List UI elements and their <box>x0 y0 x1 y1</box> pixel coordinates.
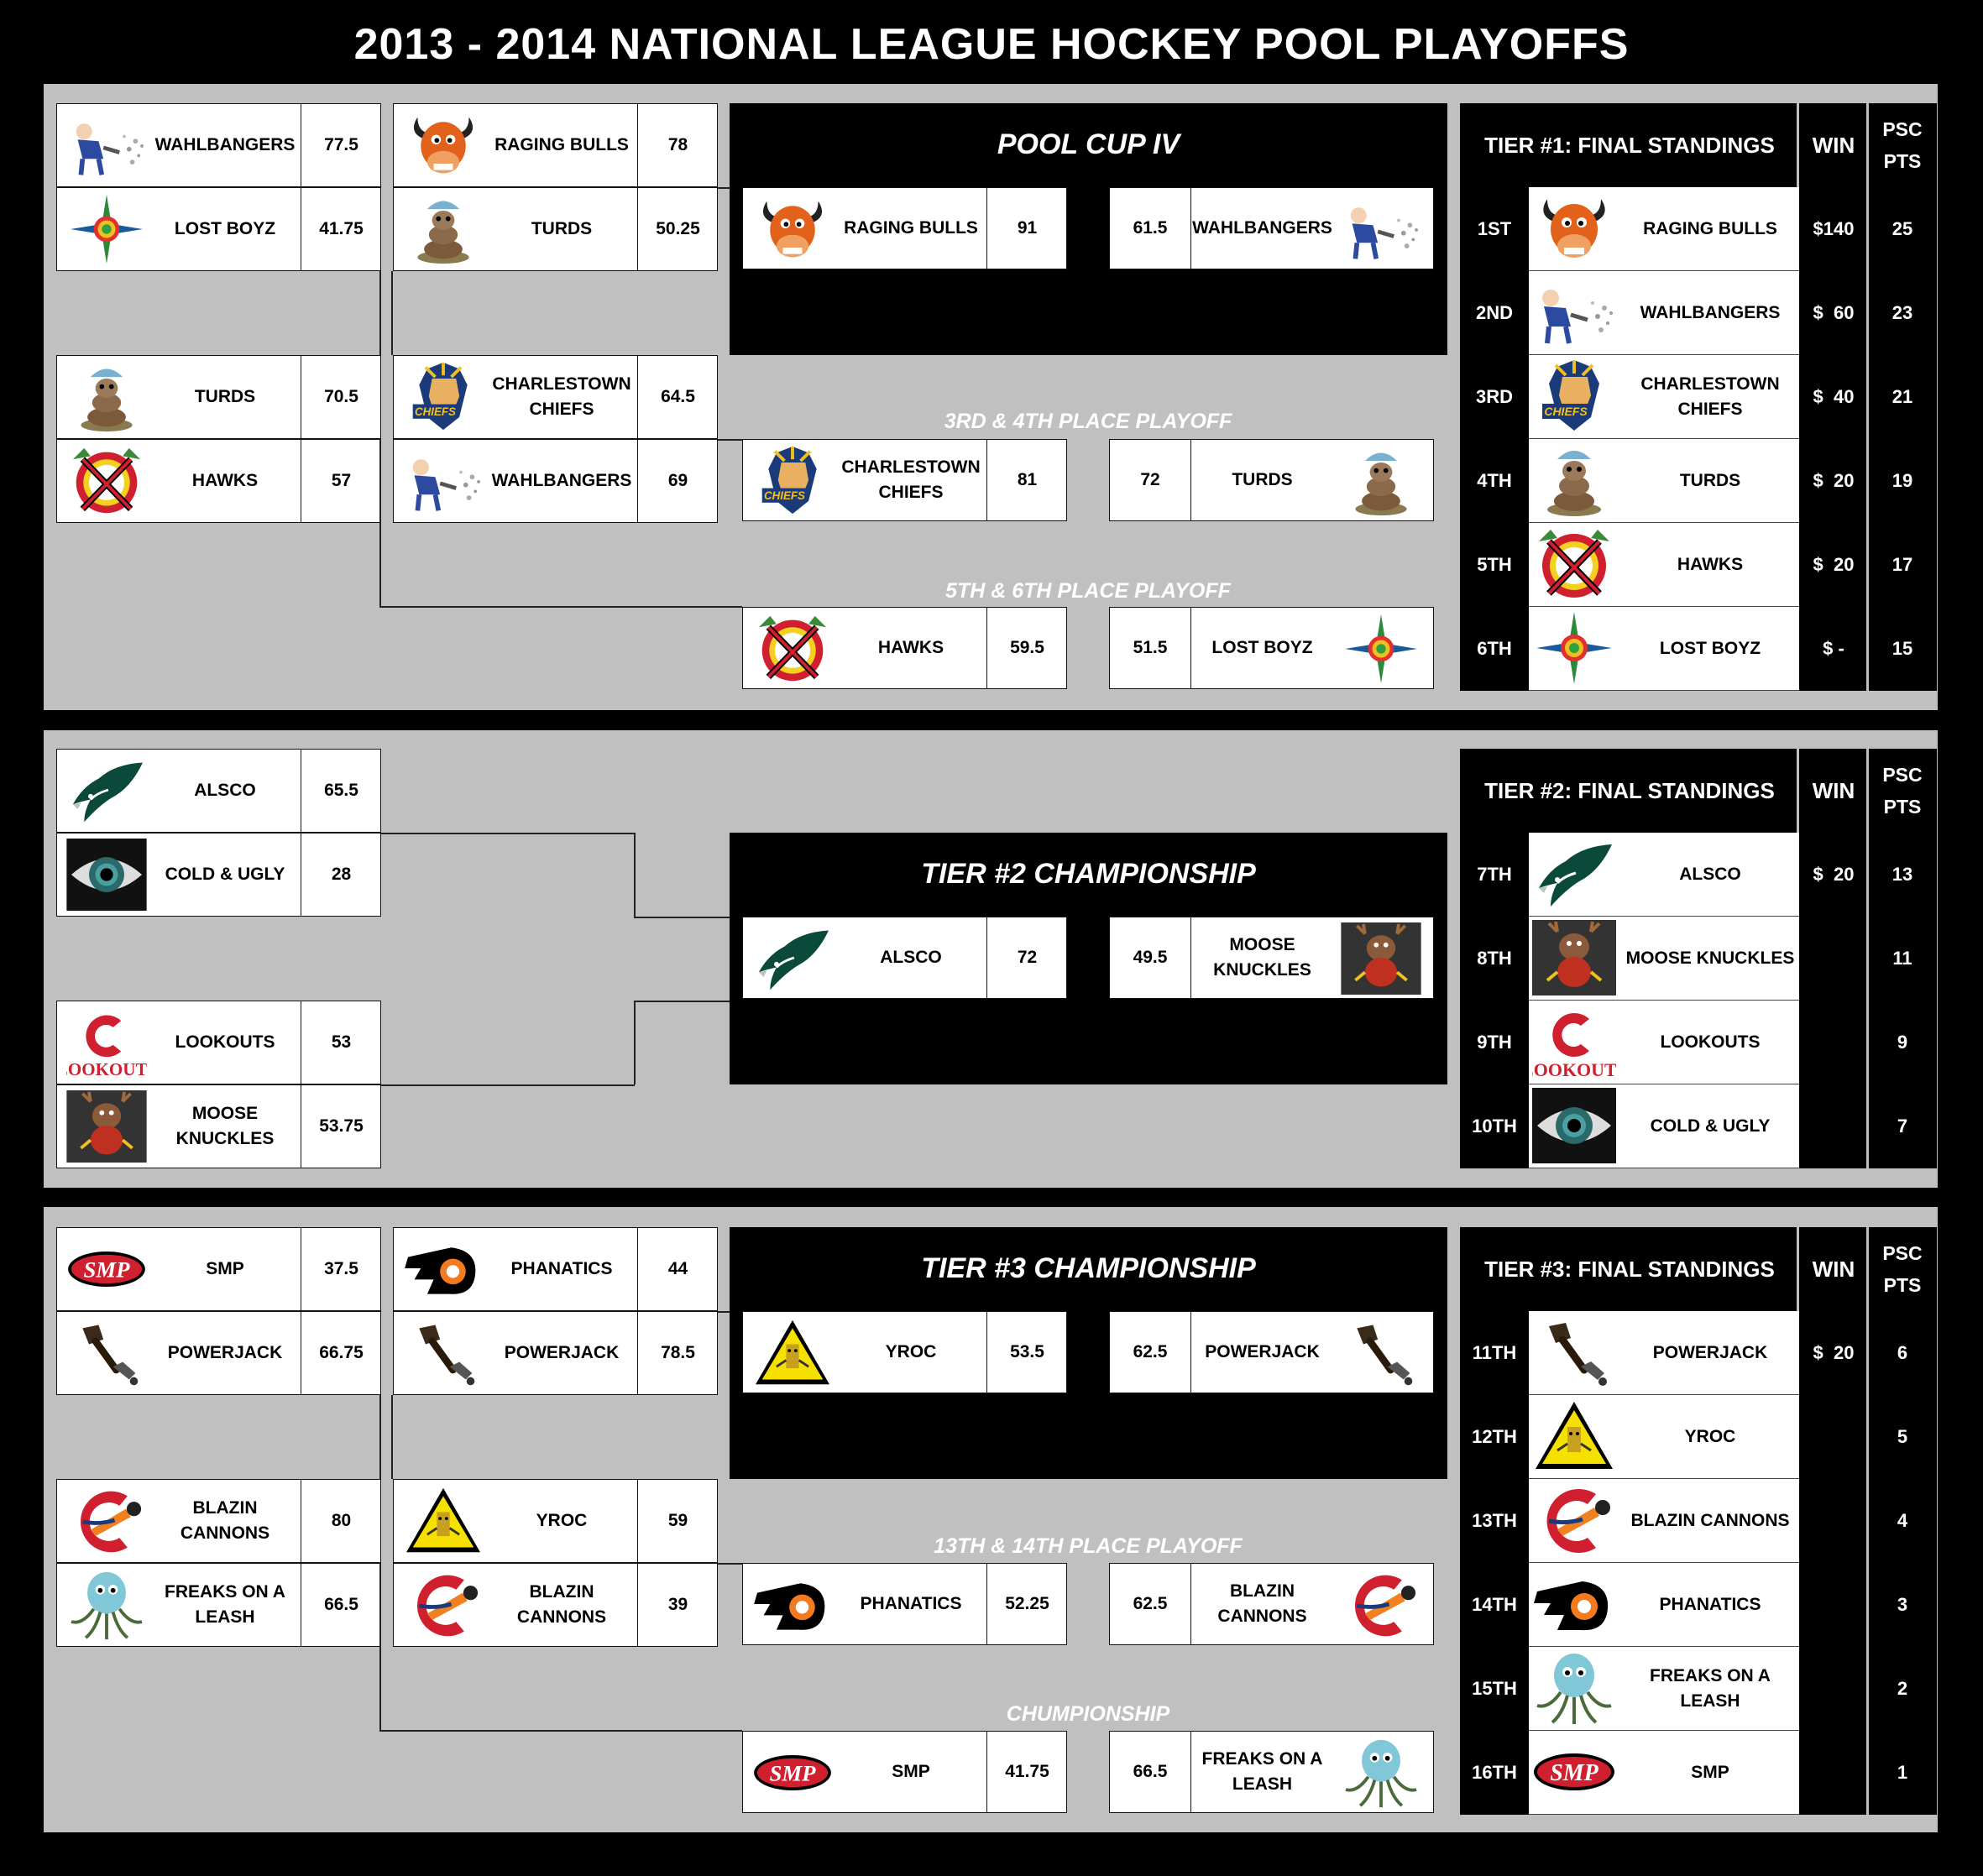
team-name: POWERJACK <box>504 1343 620 1362</box>
cannons-icon <box>60 1485 153 1557</box>
standings-rank: 4TH <box>1477 470 1512 491</box>
team-score: 53.5 <box>986 1312 1067 1393</box>
standings-header: TIER #3: FINAL STANDINGS <box>1484 1256 1775 1282</box>
team-name: FREAKS ON A LEASH <box>165 1582 285 1627</box>
win-header: WIN <box>1812 132 1855 158</box>
team-name: BLAZIN CANNONS <box>516 1582 607 1627</box>
win-header: WIN <box>1812 1256 1855 1282</box>
team-score: 78.5 <box>637 1312 718 1394</box>
team-cell[interactable] <box>56 1227 381 1311</box>
team-name: RAGING BULLS <box>844 218 978 238</box>
team-name: CHARLESTOWN CHIEFS <box>492 374 631 419</box>
lookouts-icon <box>60 1006 153 1079</box>
team-name: PHANATICS <box>510 1259 613 1278</box>
eagle-icon <box>60 755 153 827</box>
turd-icon <box>1334 445 1428 517</box>
cannons-icon <box>1530 1482 1618 1558</box>
standings-win <box>1799 1563 1868 1647</box>
standings-points: 4 <box>1897 1510 1908 1531</box>
flyers-icon <box>1530 1566 1618 1642</box>
team-name: LOST BOYZ <box>174 219 276 238</box>
bracket-line <box>718 439 743 441</box>
bracket-line <box>391 271 393 355</box>
team-name: FREAKS ON A LEASH <box>1201 1749 1323 1794</box>
standings-team <box>1529 607 1799 691</box>
standings-win <box>1799 1479 1868 1563</box>
bull-icon <box>1530 191 1618 266</box>
flyers-icon <box>397 1233 489 1305</box>
wahlbangers-icon <box>60 109 153 181</box>
team-score: 91 <box>986 188 1067 269</box>
compass-icon <box>1334 613 1428 685</box>
team-cell[interactable] <box>742 1563 1067 1645</box>
standings-rank: 7TH <box>1477 864 1512 885</box>
standings-win <box>1799 1395 1868 1479</box>
team-cell[interactable] <box>56 187 381 271</box>
standings-rank: 5TH <box>1477 554 1512 575</box>
team-score: 72 <box>1110 440 1191 520</box>
team-score: 62.5 <box>1110 1312 1191 1393</box>
standings-team <box>1529 271 1799 355</box>
team-cell[interactable] <box>56 1311 381 1395</box>
eye-icon <box>60 839 153 911</box>
standings-win: $ - <box>1823 638 1844 659</box>
team-cell[interactable] <box>742 187 1067 269</box>
standings-points: 2 <box>1897 1678 1908 1699</box>
standings-win: $ 20 <box>1813 864 1855 885</box>
team-name: LOOKOUTS <box>175 1032 275 1052</box>
powerjack-icon <box>397 1317 489 1389</box>
standings-rank: 15TH <box>1472 1678 1517 1699</box>
playoff-label: 3RD & 4TH PLACE PLAYOFF <box>944 410 1232 433</box>
playoff-label: 5TH & 6TH PLACE PLAYOFF <box>945 579 1231 603</box>
smp-icon <box>746 1737 839 1809</box>
lookouts-icon <box>1530 1004 1618 1079</box>
team-name: CHARLESTOWN CHIEFS <box>841 457 981 502</box>
team-name: MOOSE KNUCKLES <box>1625 948 1795 968</box>
standings-win <box>1799 1731 1868 1815</box>
standings-win: $ 40 <box>1813 386 1855 407</box>
wahlbangers-icon <box>1530 274 1618 350</box>
bull-icon <box>746 193 839 265</box>
standings-rank: 16TH <box>1472 1762 1517 1783</box>
standings-team <box>1529 1563 1799 1647</box>
standings-team <box>1529 1395 1799 1479</box>
octopus-icon <box>1530 1650 1618 1726</box>
standings-win: $ 20 <box>1813 1342 1855 1363</box>
chiefs-icon <box>1530 358 1618 434</box>
pts-header: PSC PTS <box>1882 764 1923 818</box>
team-cell[interactable] <box>1109 917 1434 999</box>
octopus-icon <box>1334 1737 1428 1809</box>
standings-points: 17 <box>1891 554 1913 575</box>
hawks-icon <box>60 445 153 517</box>
team-name: FREAKS ON A LEASH <box>1650 1665 1771 1711</box>
team-cell[interactable] <box>1109 187 1434 269</box>
team-name: HAWKS <box>1677 554 1744 574</box>
team-score: 41.75 <box>986 1732 1067 1812</box>
team-score: 59 <box>637 1480 718 1562</box>
playoff-label: 13TH & 14TH PLACE PLAYOFF <box>934 1534 1243 1558</box>
team-score: 69 <box>637 440 718 522</box>
playoff-label: CHUMPIONSHIP <box>1006 1702 1170 1726</box>
team-cell[interactable] <box>393 1227 718 1311</box>
team-name: TURDS <box>1232 470 1293 489</box>
team-score: 64.5 <box>637 356 718 438</box>
bracket-line <box>379 606 742 608</box>
team-name: ALSCO <box>880 948 942 967</box>
yroc-icon <box>746 1317 839 1389</box>
eagle-icon <box>746 922 839 995</box>
cannons-icon <box>1334 1569 1428 1641</box>
team-cell[interactable] <box>393 1311 718 1395</box>
standings-header: TIER #2: FINAL STANDINGS <box>1484 777 1775 803</box>
team-name: SMP <box>206 1259 244 1278</box>
hawks-icon <box>1530 526 1618 602</box>
team-name: TURDS <box>194 387 256 406</box>
bracket-line <box>379 1563 381 1731</box>
team-score: 72 <box>986 917 1067 998</box>
bracket-line <box>379 1730 742 1732</box>
team-score: 49.5 <box>1110 917 1191 998</box>
standings-rank: 2ND <box>1475 302 1513 323</box>
team-score: 44 <box>637 1228 718 1310</box>
standings-rank: 8TH <box>1477 948 1512 969</box>
team-cell[interactable] <box>56 1084 381 1168</box>
bracket-line <box>379 271 381 355</box>
team-name: YROC <box>536 1511 588 1530</box>
turd-icon <box>60 361 153 433</box>
moose-icon <box>1334 922 1428 995</box>
standings-team <box>1529 187 1799 271</box>
team-cell[interactable] <box>1109 1563 1434 1645</box>
standings-team <box>1529 355 1799 439</box>
wahlbangers-icon <box>1334 193 1428 265</box>
standings-points: 9 <box>1897 1032 1908 1053</box>
standings-win: $ 20 <box>1813 554 1855 575</box>
team-cell[interactable] <box>393 1563 718 1647</box>
team-score: 57 <box>301 440 381 522</box>
powerjack-icon <box>1334 1317 1428 1389</box>
standings-points: 23 <box>1891 302 1913 323</box>
standings-points: 15 <box>1891 638 1913 659</box>
team-name: HAWKS <box>877 638 944 657</box>
team-name: POWERJACK <box>167 1343 283 1362</box>
standings-header: TIER #1: FINAL STANDINGS <box>1484 132 1775 158</box>
team-name: YROC <box>885 1342 937 1361</box>
standings-team <box>1529 833 1799 917</box>
team-cell[interactable] <box>56 833 381 917</box>
team-name: POWERJACK <box>1205 1342 1320 1361</box>
team-score: 62.5 <box>1110 1564 1191 1644</box>
final-title: POOL CUP IV <box>997 128 1180 160</box>
bracket-line <box>634 833 636 917</box>
team-score: 70.5 <box>301 356 381 438</box>
eagle-icon <box>1530 836 1618 912</box>
pts-header: PSC PTS <box>1882 1242 1923 1296</box>
team-cell[interactable] <box>393 103 718 187</box>
team-name: MOOSE KNUCKLES <box>175 1104 275 1148</box>
standings-team <box>1529 1647 1799 1731</box>
team-name: LOOKOUTS <box>1660 1032 1761 1052</box>
team-name: LOST BOYZ <box>1659 638 1761 658</box>
team-name: COLD & UGLY <box>165 865 285 884</box>
team-cell[interactable] <box>56 1479 381 1563</box>
team-name: WAHLBANGERS <box>1192 218 1332 238</box>
final-title: TIER #3 CHAMPIONSHIP <box>921 1252 1256 1284</box>
team-cell[interactable] <box>56 1563 381 1647</box>
team-name: YROC <box>1684 1426 1736 1446</box>
moose-icon <box>60 1090 153 1163</box>
team-name: BLAZIN CANNONS <box>180 1498 270 1543</box>
team-score: 37.5 <box>301 1228 381 1310</box>
team-score: 41.75 <box>301 188 381 270</box>
team-score: 28 <box>301 833 381 916</box>
team-score: 51.5 <box>1110 608 1191 688</box>
standings-table <box>1460 1227 1937 1815</box>
standings-points: 3 <box>1897 1594 1908 1615</box>
team-name: WAHLBANGERS <box>154 135 296 154</box>
team-cell[interactable] <box>1109 1731 1434 1813</box>
team-score: 52.25 <box>986 1564 1067 1644</box>
win-header: WIN <box>1812 777 1855 803</box>
standings-points: 13 <box>1891 864 1913 885</box>
standings-points: 5 <box>1897 1426 1908 1447</box>
team-score: 80 <box>301 1480 381 1562</box>
team-name: ALSCO <box>194 781 256 800</box>
bracket-line <box>381 1084 635 1086</box>
team-score: 66.75 <box>301 1312 381 1394</box>
pts-header: PSC PTS <box>1882 118 1923 172</box>
octopus-icon <box>60 1569 153 1641</box>
moose-icon <box>1530 920 1618 995</box>
standings-points: 7 <box>1897 1116 1908 1137</box>
bracket-line <box>634 917 743 918</box>
turd-icon <box>1530 442 1618 518</box>
team-score: 81 <box>986 440 1067 520</box>
standings-team <box>1529 1084 1799 1168</box>
cannons-icon <box>397 1569 489 1641</box>
standings-points: 11 <box>1892 948 1912 969</box>
standings-rank: 10TH <box>1472 1116 1517 1137</box>
standings-win: $140 <box>1813 218 1855 239</box>
team-cell[interactable] <box>1109 1311 1434 1393</box>
team-name: POWERJACK <box>1652 1342 1768 1362</box>
team-score: 65.5 <box>301 750 381 832</box>
bracket-line <box>718 1563 743 1565</box>
bracket-line <box>381 833 635 834</box>
standings-team <box>1529 439 1799 523</box>
standings-rank: 1ST <box>1477 218 1512 239</box>
standings-team <box>1529 1731 1799 1815</box>
team-score: 39 <box>637 1564 718 1646</box>
bracket-line <box>379 439 381 607</box>
team-score: 77.5 <box>301 104 381 186</box>
team-name: TURDS <box>1679 470 1741 490</box>
smp-icon <box>1530 1734 1618 1810</box>
team-cell[interactable] <box>1109 439 1434 521</box>
team-name: BLAZIN CANNONS <box>1630 1510 1790 1530</box>
eye-icon <box>1530 1088 1618 1163</box>
team-name: WAHLBANGERS <box>491 471 632 490</box>
team-cell[interactable] <box>742 1731 1067 1813</box>
team-cell[interactable] <box>56 749 381 833</box>
standings-rank: 3RD <box>1475 386 1513 407</box>
standings-rank: 12TH <box>1472 1426 1517 1447</box>
standings-team <box>1529 1479 1799 1563</box>
team-name: BLAZIN CANNONS <box>1217 1581 1307 1626</box>
team-cell[interactable] <box>742 1311 1067 1393</box>
team-cell[interactable] <box>742 607 1067 689</box>
standings-points: 21 <box>1891 386 1913 407</box>
standings-win: $ 20 <box>1813 470 1855 491</box>
team-name: SMP <box>1691 1762 1729 1782</box>
bull-icon <box>397 109 489 181</box>
turd-icon <box>397 193 489 265</box>
team-cell[interactable] <box>56 103 381 187</box>
team-score: 53 <box>301 1001 381 1084</box>
standings-team <box>1529 1311 1799 1395</box>
team-cell[interactable] <box>742 439 1067 521</box>
yroc-icon <box>1530 1398 1618 1474</box>
wahlbangers-icon <box>397 445 489 517</box>
team-name: CHARLESTOWN CHIEFS <box>1640 374 1780 419</box>
team-score: 66.5 <box>301 1564 381 1646</box>
standings-rank: 11TH <box>1472 1342 1517 1363</box>
team-cell[interactable] <box>393 187 718 271</box>
team-score: 78 <box>637 104 718 186</box>
team-cell[interactable] <box>742 917 1067 999</box>
bracket-line <box>634 1001 743 1002</box>
standings-rank: 6TH <box>1477 638 1512 659</box>
standings-team <box>1529 1001 1799 1084</box>
team-cell[interactable] <box>1109 607 1434 689</box>
team-name: HAWKS <box>191 471 259 490</box>
standings-points: 6 <box>1897 1342 1908 1363</box>
standings-points: 1 <box>1897 1762 1908 1783</box>
yroc-icon <box>397 1485 489 1557</box>
team-cell[interactable] <box>393 1479 718 1563</box>
compass-icon <box>1530 610 1618 686</box>
standings-rank: 13TH <box>1472 1510 1517 1531</box>
team-cell[interactable] <box>56 439 381 523</box>
standings-win <box>1799 917 1868 1001</box>
team-score: 59.5 <box>986 608 1067 688</box>
team-name: PHANATICS <box>860 1594 962 1613</box>
chiefs-icon <box>397 361 489 433</box>
team-cell[interactable] <box>56 1001 381 1084</box>
bracket-line <box>391 1395 393 1479</box>
standings-points: 19 <box>1891 470 1913 491</box>
standings-team <box>1529 917 1799 1001</box>
compass-icon <box>60 193 153 265</box>
bracket-line <box>634 1001 636 1084</box>
smp-icon <box>60 1233 153 1305</box>
team-name: RAGING BULLS <box>1643 218 1777 238</box>
powerjack-icon <box>1530 1314 1618 1390</box>
team-name: MOOSE KNUCKLES <box>1213 935 1311 980</box>
standings-points: 25 <box>1891 218 1913 239</box>
bracket-line <box>379 1395 381 1479</box>
page-title: 2013 - 2014 NATIONAL LEAGUE HOCKEY POOL PLAYOFFS <box>353 20 1630 69</box>
team-score: 50.25 <box>637 188 718 270</box>
standings-team <box>1529 523 1799 607</box>
team-name: TURDS <box>531 219 593 238</box>
team-score: 53.75 <box>301 1085 381 1168</box>
team-score: 61.5 <box>1110 188 1191 269</box>
team-name: RAGING BULLS <box>494 135 629 154</box>
team-name: COLD & UGLY <box>1650 1116 1771 1136</box>
standings-table <box>1460 749 1937 1168</box>
team-cell[interactable] <box>56 355 381 439</box>
standings-win: $ 60 <box>1813 302 1855 323</box>
team-name: PHANATICS <box>1659 1594 1761 1614</box>
standings-win <box>1799 1084 1868 1168</box>
team-name: SMP <box>892 1762 930 1781</box>
team-cell[interactable] <box>393 439 718 523</box>
standings-rank: 9TH <box>1477 1032 1512 1053</box>
standings-win <box>1799 1001 1868 1084</box>
standings-table <box>1460 103 1937 691</box>
standings-win <box>1799 1647 1868 1731</box>
powerjack-icon <box>60 1317 153 1389</box>
hawks-icon <box>746 613 839 685</box>
flyers-icon <box>746 1569 839 1641</box>
chiefs-icon <box>746 445 839 517</box>
final-title: TIER #2 CHAMPIONSHIP <box>921 858 1256 890</box>
team-name: LOST BOYZ <box>1211 638 1313 657</box>
standings-rank: 14TH <box>1472 1594 1517 1615</box>
team-name: ALSCO <box>1679 864 1741 884</box>
team-score: 66.5 <box>1110 1732 1191 1812</box>
team-name: WAHLBANGERS <box>1640 302 1781 322</box>
team-cell[interactable] <box>393 355 718 439</box>
